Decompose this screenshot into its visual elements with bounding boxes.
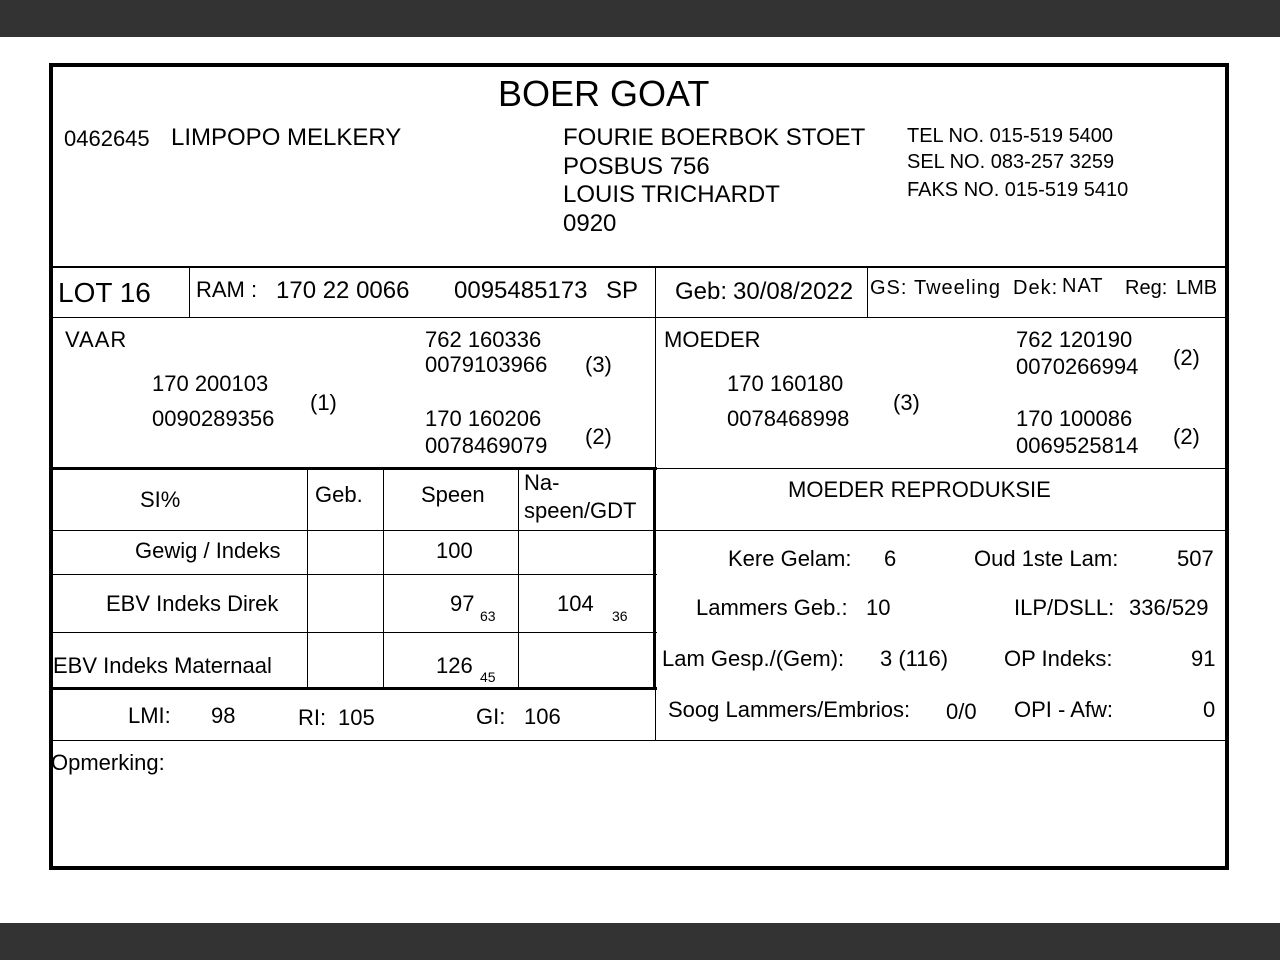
top-bar [0,0,1280,37]
lambs-born-value: 10 [866,595,891,620]
tel-number: TEL NO. 015-519 5400 [907,125,1114,147]
ebv-direct-speen-sub: 63 [480,608,496,624]
buyer-code: 0462645 [64,126,150,151]
ebv-direct-naspeen: 104 [557,591,594,616]
gi-value: 106 [524,704,561,729]
dam-sire-id: 0070266994 [1016,354,1139,379]
dam-dam-id: 0069525814 [1016,433,1139,458]
sire-id: 0090289356 [152,406,275,431]
lambs-born-label: Lammers Geb.: [696,595,848,620]
cell-number: SEL NO. 083-257 3259 [907,151,1115,173]
geb-header: Geb. [315,482,363,507]
remarks-label: Opmerking: [51,750,165,775]
reg-value: LMB [1176,277,1218,299]
opi-deviation-label: OPI - Afw: [1014,697,1114,722]
dam-grade: (3) [893,390,920,415]
naspeen-header-2: speen/GDT [524,498,637,523]
suckled-lambs-value: 0/0 [946,699,977,724]
gi-label: GI: [476,704,506,729]
si-header: SI% [140,487,181,512]
breeder-line-1: FOURIE BOERBOK STOET [563,124,866,151]
sire-sire-grade: (3) [585,352,612,377]
ram-id: 0095485173 [454,277,588,304]
ebv-direct-speen: 97 [450,591,475,616]
reproduction-title: MOEDER REPRODUKSIE [788,477,1051,502]
ram-id-suffix: SP [606,277,639,304]
ebv-maternal-speen: 126 [436,653,473,678]
buyer-name: LIMPOPO MELKERY [171,124,402,151]
dam-label: MOEDER [664,327,761,352]
lmi-value: 98 [211,703,236,728]
gs-label: GS: [870,277,908,299]
dam-id: 0078468998 [727,406,850,431]
dam-number: 170 160180 [727,371,844,396]
op-index-label: OP Indeks: [1004,646,1113,671]
ebv-maternal-label: EBV Indeks Maternaal [53,653,272,678]
ri-label: RI: [298,705,327,730]
ilp-dsll-label: ILP/DSLL: [1014,595,1115,620]
first-lamb-age-label: Oud 1ste Lam: [974,546,1119,571]
weight-index-speen: 100 [436,538,473,563]
ilp-dsll-value: 336/529 [1129,595,1209,620]
ram-label: RAM : [196,277,258,302]
dek-label: Dek: [1013,277,1059,299]
ebv-maternal-speen-sub: 45 [480,669,496,685]
sire-dam-id: 0078469079 [425,433,548,458]
sire-dam-number: 170 160206 [425,406,542,431]
breeder-line-2: POSBUS 756 [563,153,710,180]
dam-dam-number: 170 100086 [1016,406,1133,431]
breeder-line-3: LOUIS TRICHARDT [563,181,780,208]
born-label: Geb: [675,278,728,305]
opi-deviation-value: 0 [1203,697,1216,722]
lambs-weaned-value: 3 (116) [880,646,949,671]
dam-dam-grade: (2) [1173,424,1200,449]
speen-header: Speen [421,482,485,507]
times-lambed-value: 6 [884,546,897,571]
ri-value: 105 [338,705,375,730]
dam-sire-grade: (2) [1173,345,1200,370]
suckled-lambs-label: Soog Lammers/Embrios: [668,697,911,722]
fax-number: FAKS NO. 015-519 5410 [907,179,1129,201]
lambs-weaned-label: Lam Gesp./(Gem): [662,646,845,671]
ebv-direct-label: EBV Indeks Direk [106,591,279,616]
weight-index-label: Gewig / Indeks [135,538,281,563]
ebv-direct-naspeen-sub: 36 [612,608,628,624]
naspeen-header-1: Na- [524,470,560,495]
bottom-bar [0,923,1280,960]
dek-value: NAT [1062,275,1104,297]
sire-number: 170 200103 [152,371,269,396]
times-lambed-label: Kere Gelam: [728,546,852,571]
reg-label: Reg: [1125,277,1168,299]
sire-sire-number: 762 160336 [425,327,542,352]
sire-sire-id: 0079103966 [425,352,548,377]
op-index-value: 91 [1191,646,1216,671]
born-date: 30/08/2022 [733,278,854,305]
card-title: BOER GOAT [498,73,710,114]
lmi-label: LMI: [128,703,171,728]
breeder-line-4: 0920 [563,210,617,237]
lot-label: LOT 16 [58,277,151,308]
sire-dam-grade: (2) [585,424,612,449]
sire-grade: (1) [310,390,337,415]
dam-sire-number: 762 120190 [1016,327,1133,352]
gs-value: Tweeling [914,277,1001,299]
sire-label: VAAR [65,327,128,352]
ram-number: 170 22 0066 [276,277,410,304]
first-lamb-age-value: 507 [1177,546,1214,571]
